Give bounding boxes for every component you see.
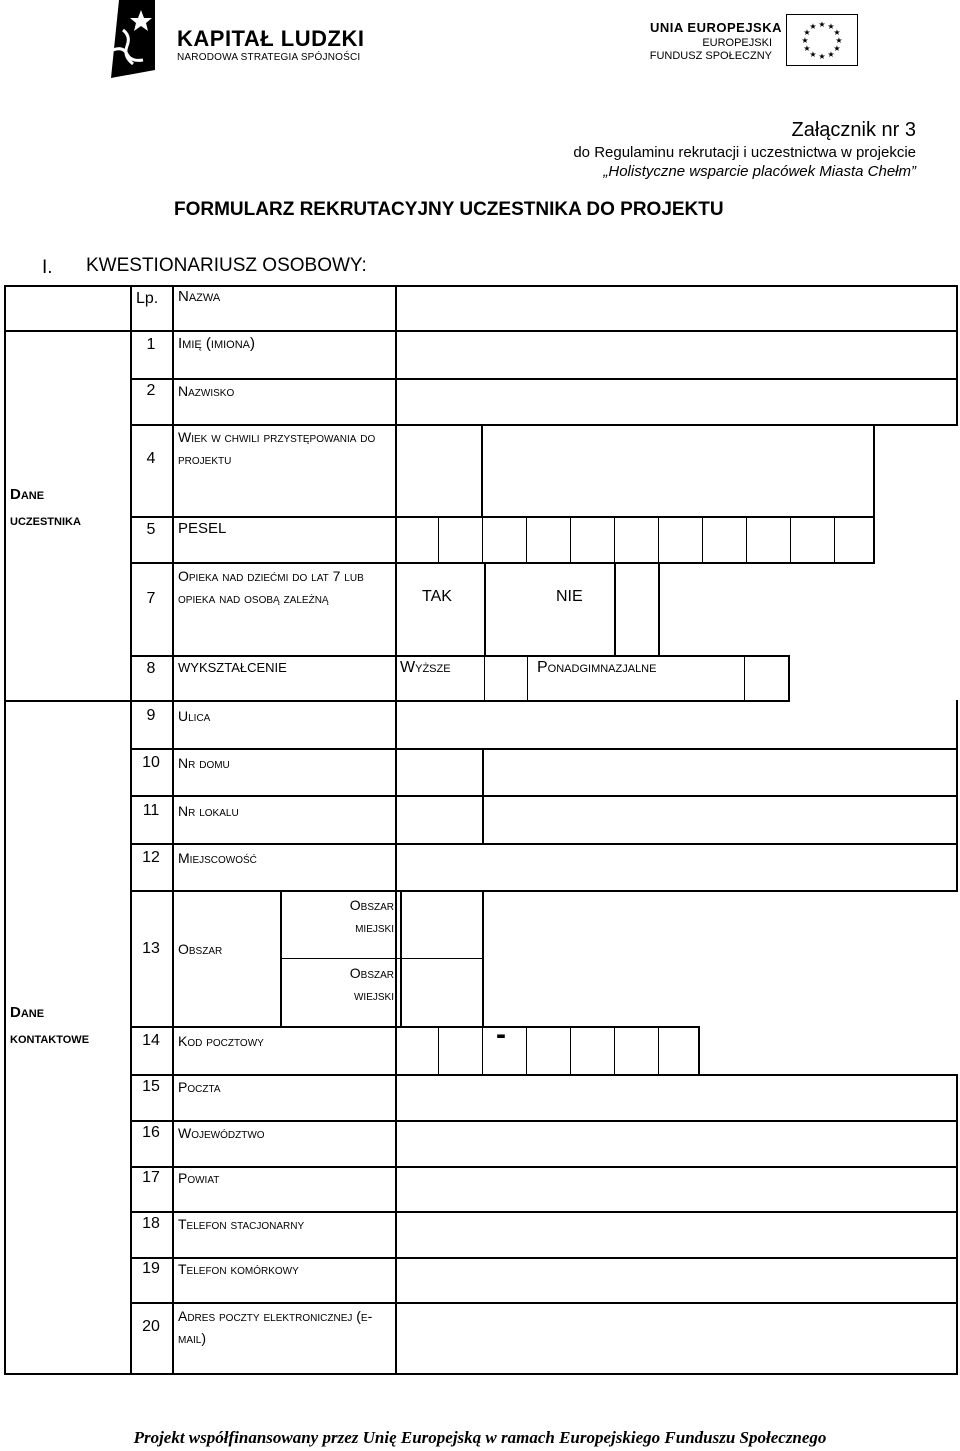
row-label: WYKSZTAŁCENIE bbox=[178, 660, 287, 675]
eu-text-line2: EUROPEJSKI bbox=[702, 37, 772, 49]
row-label: Ulica bbox=[178, 708, 211, 724]
eu-flag-icon bbox=[786, 14, 858, 66]
svg-text:★: ★ bbox=[801, 36, 809, 45]
column-name-header: Nazwa bbox=[178, 288, 221, 305]
apartment-number-input[interactable] bbox=[397, 797, 482, 843]
row-number: 18 bbox=[142, 1215, 160, 1232]
row-number: 4 bbox=[146, 450, 156, 467]
kapital-ludzki-subtext: NARODOWA STRATEGIA SPÓJNOŚCI bbox=[177, 52, 361, 63]
row-label: PESEL bbox=[178, 520, 227, 537]
svg-text:★: ★ bbox=[803, 44, 811, 53]
footer-note: Projekt współfinansowany przez Unię Europejską w ramach Europejskiego Funduszu Społecznego bbox=[133, 1428, 827, 1447]
row-label: Obszar bbox=[178, 941, 223, 957]
area-urban-label: Obszar miejski bbox=[349, 897, 394, 935]
form-title: FORMULARZ REKRUTACYJNY UCZESTNIKA DO PROJEKTU bbox=[174, 199, 724, 220]
province-input[interactable] bbox=[397, 1122, 956, 1166]
svg-text:★: ★ bbox=[803, 28, 811, 37]
area-rural-checkbox[interactable] bbox=[402, 960, 482, 1026]
education-option-higher-checkbox[interactable] bbox=[486, 657, 527, 700]
annex-title: Załącznik nr 3 bbox=[791, 119, 916, 141]
svg-text:★: ★ bbox=[818, 52, 826, 61]
care-option-tak-checkbox[interactable] bbox=[486, 564, 614, 655]
svg-text:★: ★ bbox=[833, 44, 841, 53]
row-number: 16 bbox=[142, 1124, 160, 1141]
age-input[interactable] bbox=[397, 426, 481, 516]
row-label: Nazwisko bbox=[178, 383, 235, 399]
area-rural-label: Obszar wiejski bbox=[349, 965, 394, 1003]
svg-text:★: ★ bbox=[809, 22, 817, 31]
section-number: I. bbox=[42, 257, 53, 278]
city-input[interactable] bbox=[397, 845, 956, 890]
care-option-nie-checkbox[interactable] bbox=[616, 564, 658, 655]
row-number: 19 bbox=[142, 1260, 160, 1277]
email-input[interactable] bbox=[397, 1304, 956, 1373]
group-contact-label: Dane kontaktowe bbox=[10, 1004, 90, 1047]
house-number-input[interactable] bbox=[397, 750, 482, 795]
group-participant-label: Dane uczestnika bbox=[10, 486, 81, 529]
row-number: 9 bbox=[146, 707, 156, 724]
education-option-secondary-label: Ponadgimnazjalne bbox=[537, 659, 657, 676]
row-label: Poczta bbox=[178, 1079, 221, 1095]
row-number: 11 bbox=[142, 802, 160, 819]
care-option-tak-label: TAK bbox=[422, 588, 452, 605]
row-number: 1 bbox=[146, 336, 156, 353]
row-label: Powiat bbox=[178, 1170, 220, 1186]
landline-input[interactable] bbox=[397, 1213, 956, 1257]
row-number: 12 bbox=[142, 849, 160, 866]
row-number: 10 bbox=[142, 754, 160, 771]
education-option-secondary-checkbox[interactable] bbox=[746, 657, 788, 700]
county-input[interactable] bbox=[397, 1168, 956, 1211]
row-label: Telefon stacjonarny bbox=[178, 1216, 305, 1232]
area-urban-checkbox[interactable] bbox=[402, 892, 482, 958]
annex-project-name: „Holistyczne wsparcie placówek Miasta Chełm” bbox=[603, 163, 916, 180]
row-number: 15 bbox=[142, 1078, 160, 1095]
row-number: 20 bbox=[142, 1318, 160, 1335]
eu-logo bbox=[650, 14, 860, 70]
row-label: Imię (imiona) bbox=[178, 335, 255, 352]
svg-text:★: ★ bbox=[809, 50, 817, 59]
row-number: 17 bbox=[142, 1169, 160, 1186]
postal-code-dash: - bbox=[496, 1018, 506, 1051]
row-label: Telefon komórkowy bbox=[178, 1261, 299, 1277]
last-name-input[interactable] bbox=[397, 380, 956, 424]
row-number: 7 bbox=[146, 590, 156, 607]
row-label: Miejscowość bbox=[178, 850, 257, 866]
row-label: Kod pocztowy bbox=[178, 1033, 264, 1049]
annex-subtitle: do Regulaminu rekrutacji i uczestnictwa w projekcie bbox=[573, 144, 916, 161]
care-option-nie-label: NIE bbox=[556, 588, 583, 605]
first-name-input[interactable] bbox=[397, 332, 956, 378]
row-label: Wiek w chwili przystępowania do projektu bbox=[178, 429, 376, 467]
row-number: 8 bbox=[146, 660, 156, 677]
education-option-higher-label: Wyższe bbox=[400, 659, 451, 676]
svg-text:★: ★ bbox=[827, 50, 835, 59]
row-number: 5 bbox=[146, 521, 156, 538]
row-label: Województwo bbox=[178, 1125, 265, 1141]
eu-text-line1: UNIA EUROPEJSKA bbox=[650, 20, 782, 35]
street-input[interactable] bbox=[397, 702, 956, 748]
row-label: Nr lokalu bbox=[178, 803, 239, 819]
row-number: 13 bbox=[142, 940, 160, 957]
postal-code-input[interactable] bbox=[397, 1028, 698, 1074]
pesel-input[interactable] bbox=[397, 518, 873, 562]
kapital-ludzki-logo bbox=[105, 0, 365, 82]
eu-text-line3: FUNDUSZ SPOŁECZNY bbox=[649, 50, 772, 62]
kapital-ludzki-emblem-icon bbox=[105, 0, 165, 82]
svg-text:★: ★ bbox=[833, 28, 841, 37]
row-number: 2 bbox=[146, 382, 156, 399]
row-label: Nr domu bbox=[178, 755, 230, 771]
svg-text:★: ★ bbox=[818, 20, 826, 29]
row-label: Opieka nad dziećmi do lat 7 lub opieka nad osobą zależną bbox=[178, 568, 364, 606]
post-office-input[interactable] bbox=[397, 1076, 956, 1120]
svg-text:★: ★ bbox=[827, 22, 835, 31]
row-number: 14 bbox=[142, 1032, 160, 1049]
mobile-input[interactable] bbox=[397, 1259, 956, 1302]
section-title: KWESTIONARIUSZ OSOBOWY: bbox=[86, 255, 367, 276]
kapital-ludzki-text: KAPITAŁ LUDZKI bbox=[177, 26, 365, 51]
svg-text:★: ★ bbox=[835, 36, 843, 45]
column-lp-header: Lp. bbox=[136, 290, 159, 307]
row-label: Adres poczty elektronicznej (e-mail) bbox=[178, 1308, 373, 1346]
